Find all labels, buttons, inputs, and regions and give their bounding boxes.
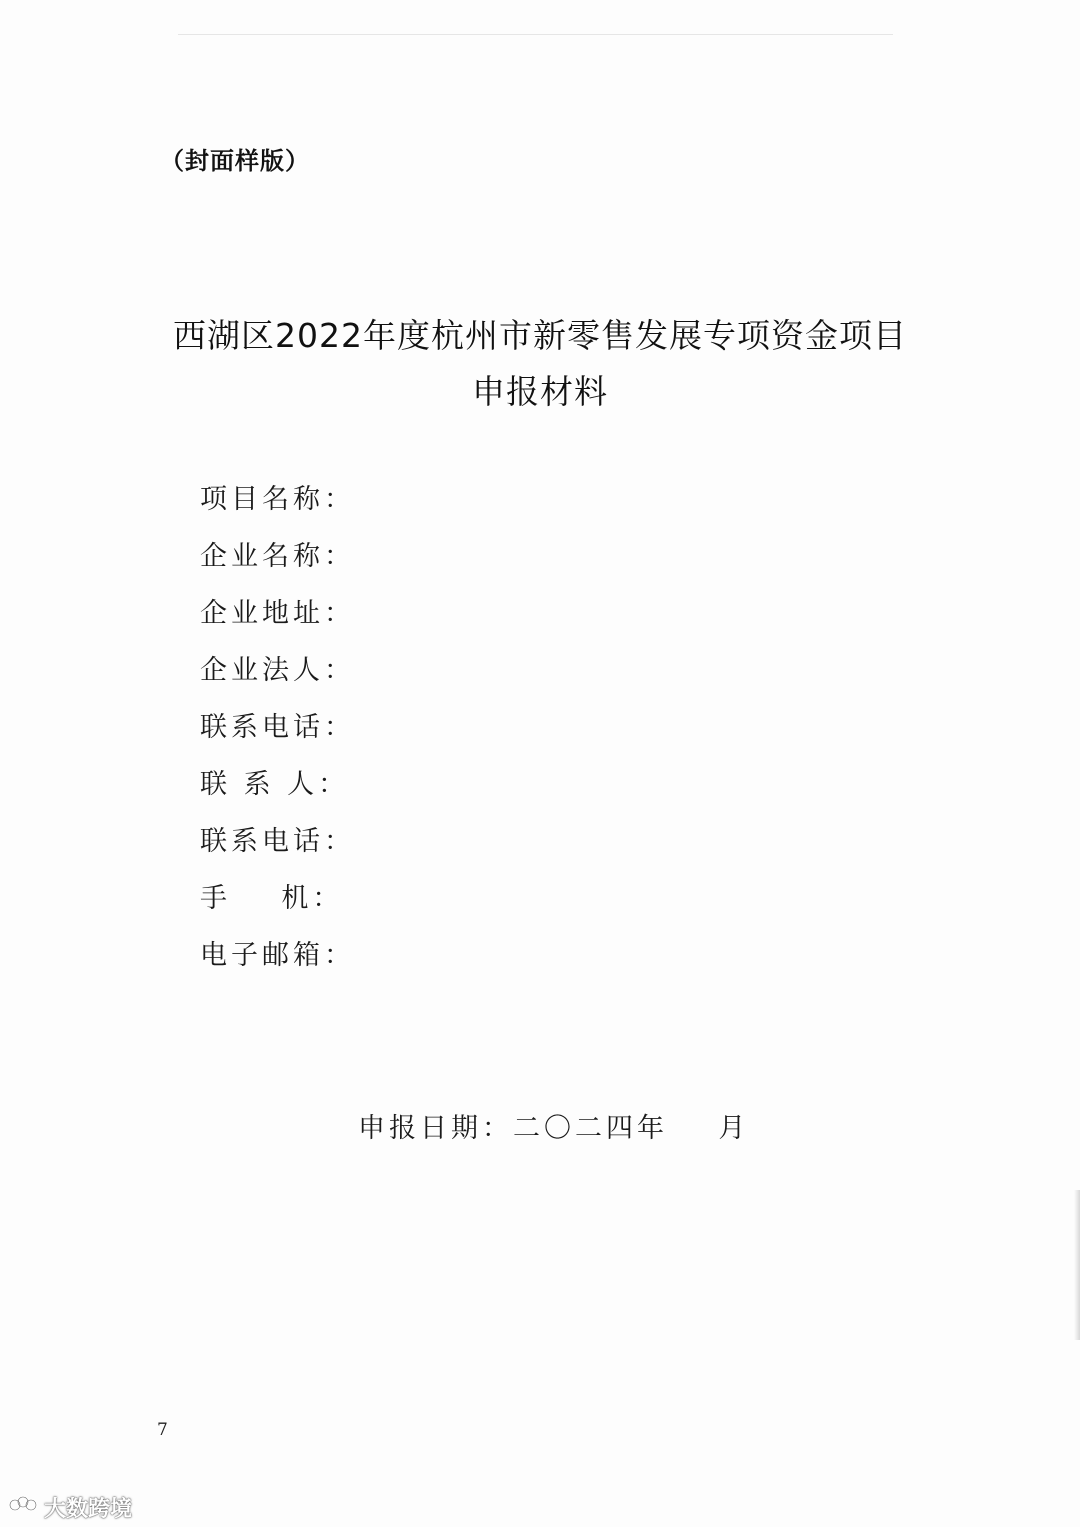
form-fields <box>200 478 355 991</box>
cover-label: （封面样版） <box>160 147 310 175</box>
field-contact-person: 联 系 人： <box>200 769 350 800</box>
watermark <box>8 1492 132 1523</box>
application-date: 申报日期：二〇二四年 月 <box>358 1113 750 1144</box>
field-email: 电子邮箱： <box>200 940 355 971</box>
page-number: 7 <box>157 1420 168 1440</box>
brand-logo-icon <box>8 1494 38 1522</box>
scan-edge-line <box>178 34 893 35</box>
field-company-name: 企业名称： <box>200 541 355 572</box>
field-contact-phone: 联系电话： <box>200 712 355 743</box>
document-title-line-2: 申报材料 <box>472 372 608 411</box>
field-project-name: 项目名称： <box>200 484 355 515</box>
watermark-text: 大数跨境 <box>44 1497 133 1522</box>
document-title-line-1: 西湖区2022年度杭州市新零售发展专项资金项目 <box>173 316 907 355</box>
scan-shadow <box>1074 1190 1080 1340</box>
field-company-address: 企业地址： <box>200 598 355 629</box>
field-contact-phone-2: 联系电话： <box>200 826 355 857</box>
field-legal-person: 企业法人： <box>200 655 355 686</box>
field-mobile: 手 机： <box>200 883 344 914</box>
